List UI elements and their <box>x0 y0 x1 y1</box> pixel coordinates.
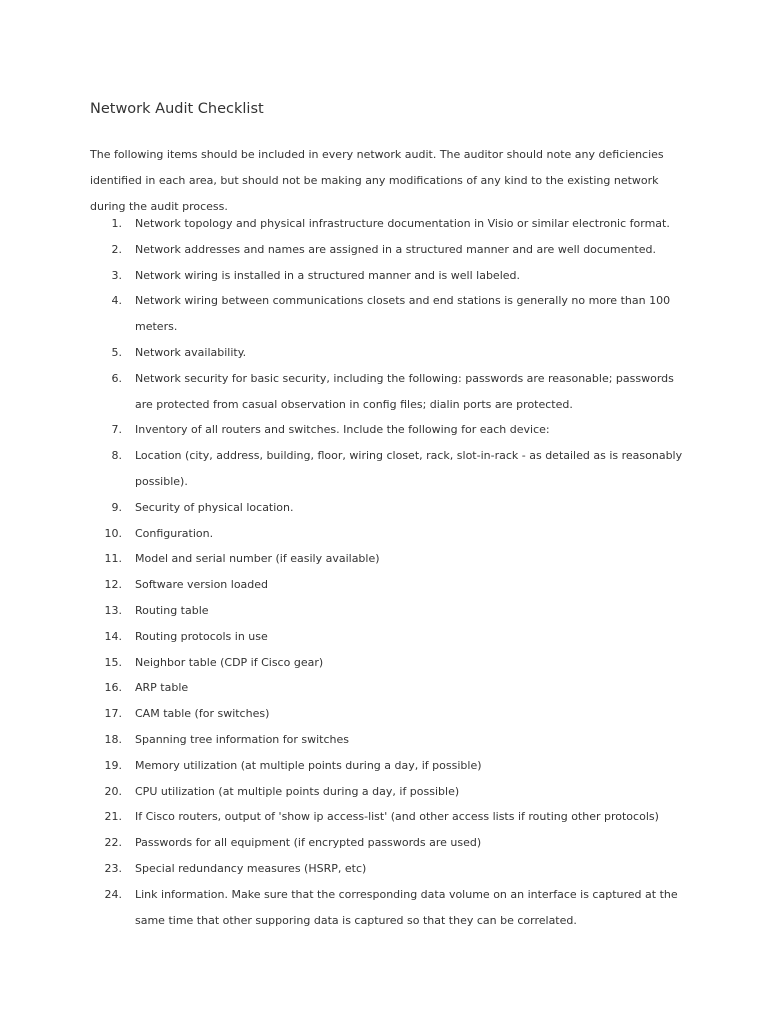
checklist-item <box>90 237 690 263</box>
checklist-item-text: Passwords for all equipment (if encrypted passwords are used) <box>135 836 482 850</box>
checklist-item-text: Memory utilization (at multiple points during a day, if possible) <box>135 758 482 772</box>
checklist-item-text: Configuration. <box>135 526 214 540</box>
checklist-item-text: ARP table <box>135 681 189 695</box>
checklist-item <box>90 546 690 572</box>
checklist-item-text: Software version loaded <box>135 578 269 592</box>
checklist-item-text: Security of physical location. <box>135 500 294 514</box>
checklist-item-number: 14. <box>104 629 122 643</box>
checklist-item-text: Network wiring is installed in a structured manner and is well labeled. <box>135 268 521 282</box>
checklist-item-text: Network availability. <box>135 345 247 359</box>
checklist-item-text: Neighbor table (CDP if Cisco gear) <box>135 655 324 669</box>
audit-checklist <box>90 211 690 933</box>
checklist-item-text: Network addresses and names are assigned in a structured manner and are well documented. <box>135 242 656 256</box>
checklist-item-text: Link information. Make sure that the corresponding data volume on an interface is captured at the same time that other supporing data is captured so that they can be correlated. <box>135 887 678 927</box>
checklist-item-text: Inventory of all routers and switches. Include the following for each device: <box>135 423 550 437</box>
checklist-item <box>90 340 690 366</box>
checklist-item-text: Spanning tree information for switches <box>135 732 350 746</box>
checklist-item-number: 24. <box>104 887 122 901</box>
checklist-item-number: 5. <box>111 345 122 359</box>
checklist-item-text: Model and serial number (if easily available) <box>135 552 380 566</box>
checklist-item-number: 20. <box>104 784 122 798</box>
checklist-item <box>90 882 690 934</box>
checklist-item-number: 7. <box>111 423 122 437</box>
checklist-item <box>90 727 690 753</box>
checklist-item <box>90 675 690 701</box>
checklist-item <box>90 263 690 289</box>
checklist-item-number: 8. <box>111 449 122 463</box>
checklist-item-text: Network topology and physical infrastructure documentation in Visio or similar electronic format. <box>135 217 670 230</box>
checklist-item <box>90 779 690 805</box>
checklist-item <box>90 753 690 779</box>
checklist-item-number: 10. <box>104 526 122 540</box>
checklist-item-number: 1. <box>111 217 122 230</box>
checklist-item-text: Routing protocols in use <box>135 629 268 643</box>
checklist-item <box>90 211 690 237</box>
checklist-item-number: 3. <box>111 268 122 282</box>
checklist-item-number: 4. <box>111 294 122 308</box>
checklist-item-number: 12. <box>104 578 122 592</box>
checklist-item-number: 2. <box>111 242 122 256</box>
checklist-item <box>90 598 690 624</box>
checklist-item <box>90 830 690 856</box>
checklist-item <box>90 572 690 598</box>
checklist-item-number: 9. <box>111 500 122 514</box>
checklist-item <box>90 417 690 443</box>
checklist-item <box>90 288 690 340</box>
checklist-item-number: 22. <box>104 836 122 850</box>
checklist-item-number: 11. <box>104 552 122 566</box>
checklist-item-text: Network security for basic security, including the following: passwords are reasonable; passwords are protected from casual observation in config files; dialin ports are protected. <box>135 371 674 411</box>
checklist-item <box>90 521 690 547</box>
checklist-item-number: 17. <box>104 707 122 721</box>
checklist-item <box>90 856 690 882</box>
intro-paragraph: The following items should be included in every network audit. The auditor should note any deficiencies identified in each area, but should not be making any modifications of any kind to the existing network during the audit process. <box>90 148 664 213</box>
checklist-item-number: 18. <box>104 732 122 746</box>
checklist-item <box>90 804 690 830</box>
checklist-item-text: CPU utilization (at multiple points during a day, if possible) <box>135 784 460 798</box>
checklist-item-number: 19. <box>104 758 122 772</box>
checklist-item-text: Special redundancy measures (HSRP, etc) <box>135 861 367 875</box>
checklist-item-text: Routing table <box>135 603 209 617</box>
checklist-item-number: 15. <box>104 655 122 669</box>
checklist-item <box>90 624 690 650</box>
checklist-item <box>90 650 690 676</box>
checklist-item-text: Network wiring between communications closets and end stations is generally no more than 100 meters. <box>135 294 671 334</box>
checklist-item-text: Location (city, address, building, floor, wiring closet, rack, slot-in-rack - as detailed as is reasonably possible). <box>135 449 683 488</box>
checklist-item-number: 13. <box>104 603 122 617</box>
checklist-item-text: If Cisco routers, output of 'show ip access-list' (and other access lists if routing other protocols) <box>135 810 659 824</box>
checklist-item-number: 21. <box>104 810 122 824</box>
checklist-item-number: 6. <box>111 371 122 385</box>
checklist-item <box>90 701 690 727</box>
checklist-item-number: 23. <box>104 861 122 875</box>
checklist-item <box>90 495 690 521</box>
checklist-item-number: 16. <box>104 681 122 695</box>
page-title: Network Audit Checklist <box>90 101 264 117</box>
checklist-item-text: CAM table (for switches) <box>135 707 270 721</box>
checklist-item <box>90 366 690 418</box>
checklist-item <box>90 443 690 495</box>
